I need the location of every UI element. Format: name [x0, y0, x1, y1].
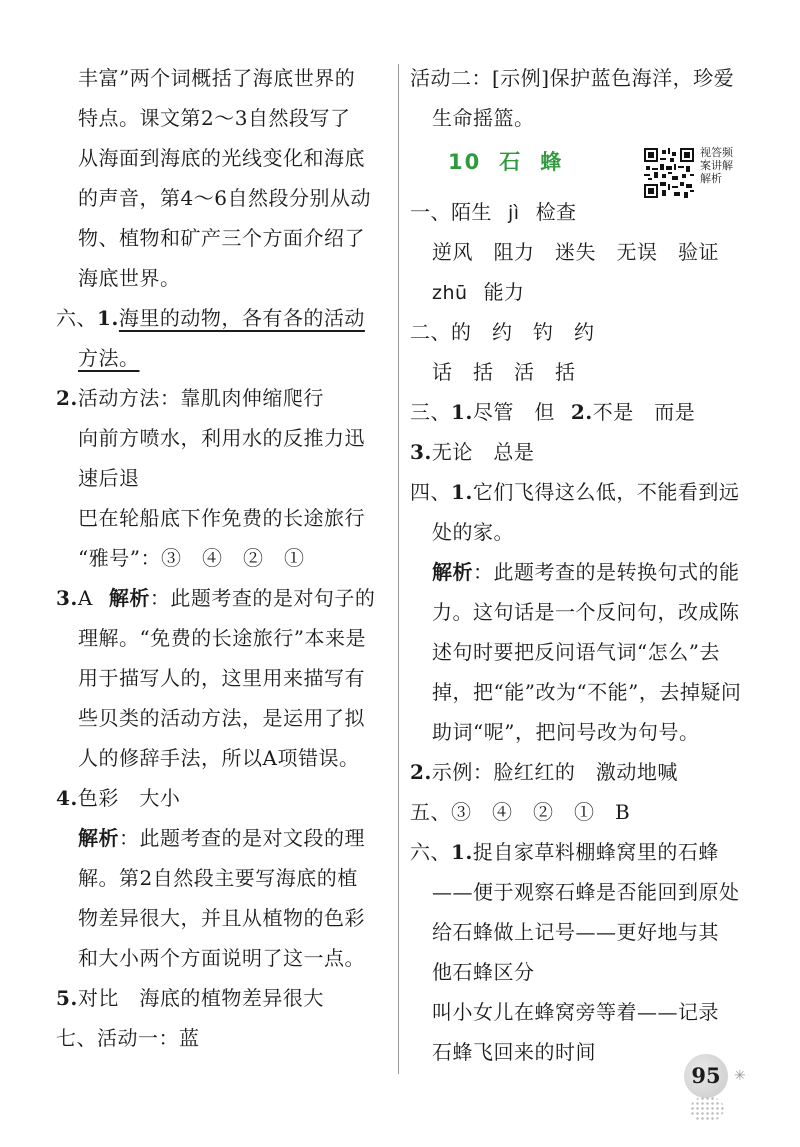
item-number: 2. [410, 760, 432, 784]
analysis-line [410, 552, 750, 592]
section-prefix: 六、 [410, 840, 451, 864]
analysis-label: 解析 [432, 560, 473, 584]
star-icon: ✳ [734, 1068, 746, 1084]
text-line: 丰富”两个词概括了海底世界的 [78, 66, 356, 90]
text-line: 逆风 阻力 迷失 无误 验证 [432, 240, 719, 264]
section-prefix: 四、 [410, 480, 451, 504]
text-line: 物、植物和矿产三个方面介绍了 [78, 226, 365, 250]
section-prefix: 五、 [410, 800, 451, 824]
answer-text: 不是 而是 [592, 400, 696, 424]
text-line: 解。第2自然段主要写海底的植 [78, 866, 358, 890]
section-1-line-1 [410, 192, 750, 232]
item-number: 1. [451, 480, 473, 504]
text-line: 助词“呢”，把问号改为句号。 [432, 720, 700, 744]
answer-text: 对比 海底的植物差异很大 [77, 986, 324, 1010]
text-line: 特点。课文第2～3自然段写了 [78, 106, 351, 130]
item-number: 3. [56, 586, 78, 610]
left-column [56, 58, 390, 1058]
answer-text: 海里的动物，各有各的活动 [118, 306, 365, 330]
item-number: 3. [410, 440, 432, 464]
answer-text: 示例：脸红红的 激动地喊 [431, 760, 678, 784]
text-line: 从海面到海底的光线变化和海底 [78, 146, 365, 170]
item-number: 1. [97, 306, 119, 330]
section-4-item-2 [410, 752, 750, 792]
answer-text: 尽管 但 [472, 400, 555, 424]
qr-code-icon[interactable] [644, 148, 694, 198]
answer-text: 检查 [535, 200, 577, 224]
lesson-number: 10 [448, 150, 482, 174]
text-line: 的声音，第4～6自然段分别从动 [78, 186, 371, 210]
text-line: 叫小女儿在蜂窝旁等着——记录 [432, 1000, 719, 1024]
text-line: 速后退 [78, 466, 140, 490]
text-line: 力。这句话是一个反问句，改成陈 [432, 600, 740, 624]
text-line: 给石蜂做上记号——更好地与其 [432, 920, 719, 944]
lesson-title-char: 蜂 [540, 150, 564, 174]
item-number: 1. [451, 400, 473, 424]
text-line: 处的家。 [432, 520, 514, 544]
text-line: “雅号”：③ ④ ② ① [78, 546, 305, 570]
page-number: 95 [684, 1054, 728, 1098]
section-4-line-1 [410, 472, 750, 512]
analysis-line [56, 818, 390, 858]
item-number: 4. [56, 786, 78, 810]
text-line: 石蜂飞回来的时间 [432, 1040, 596, 1064]
question-7 [56, 1018, 390, 1058]
analysis-text: ：此题考查的是对文段的理 [119, 826, 365, 850]
answer-text: A [77, 586, 93, 610]
text-line: 活动二：[示例]保护蓝色海洋，珍爱 [410, 66, 735, 90]
lesson-header [410, 138, 750, 192]
pinyin-answer: jì [508, 202, 520, 224]
text-line: 掉，把“能”改为“不能”，去掉疑问 [432, 680, 742, 704]
question-6-1 [56, 298, 390, 338]
answer-text: 无论 总是 [431, 440, 535, 464]
item-number: 2. [570, 400, 593, 424]
answer-text: 陌生 [451, 200, 492, 224]
section-6-line-1 [410, 832, 750, 872]
analysis-text: ：此题考查的是转换句式的能 [473, 560, 740, 584]
section-prefix: 七、 [56, 1026, 97, 1050]
text-line: 些贝类的活动方法，是运用了拟 [78, 706, 365, 730]
section-prefix: 一、 [410, 200, 451, 224]
question-5 [56, 978, 390, 1018]
item-number: 2. [56, 386, 78, 410]
analysis-label: 解析 [108, 586, 150, 610]
text-line: 话 括 活 括 [432, 360, 576, 384]
answer-text: 活动方法：靠肌肉伸缩爬行 [77, 386, 324, 410]
answer-text: 活动一：蓝 [97, 1026, 200, 1050]
answer-text: 方法。 [78, 346, 140, 370]
text-line: 向前方喷水，利用水的反推力迅 [78, 426, 365, 450]
pinyin-answer: zhū [432, 282, 468, 304]
text-line: 述句时要把反问语气词“怎么”去 [432, 640, 720, 664]
text-line: 物差异很大，并且从植物的色彩 [78, 906, 365, 930]
answer-text: 能力 [483, 280, 525, 304]
text-line: ——便于观察石蜂是否能回到原处 [432, 880, 740, 904]
question-4 [56, 778, 390, 818]
section-1-line-3 [410, 272, 750, 312]
section-prefix: 三、 [410, 400, 451, 424]
lesson-title-char: 石 [499, 150, 523, 174]
text-line: 人的修辞手法，所以A项错误。 [78, 746, 360, 770]
section-2-line-1 [410, 312, 750, 352]
answer-text: 捉自家草料棚蜂窝里的石蜂 [472, 840, 719, 864]
section-5 [410, 792, 750, 832]
lesson-title [448, 146, 581, 176]
text-line: 海底世界。 [78, 266, 181, 290]
text-line: 他石蜂区分 [432, 960, 535, 984]
question-3 [56, 578, 390, 618]
section-prefix: 六、 [56, 306, 97, 330]
answer-text: 它们飞得这么低，不能看到远 [472, 480, 740, 504]
text-line: 理解。“免费的长途旅行”本来是 [78, 626, 366, 650]
analysis-label: 解析 [78, 826, 119, 850]
analysis-text: ：此题考查的是对句子的 [149, 586, 376, 610]
question-6-1-cont [56, 338, 390, 378]
section-prefix: 二、 [410, 320, 451, 344]
text-line: 和大小两个方面说明了这一点。 [78, 946, 365, 970]
question-2 [56, 378, 390, 418]
text-line: 生命摇篮。 [432, 106, 535, 130]
section-3-line-1 [410, 392, 750, 432]
item-number: 5. [56, 986, 78, 1010]
text-line: 用于描写人的，这里用来描写有 [78, 666, 365, 690]
answer-text: 的 约 钓 约 [451, 320, 595, 344]
item-number: 1. [451, 840, 473, 864]
text-line: 巴在轮船底下作免费的长途旅行 [78, 506, 365, 530]
right-column [410, 58, 750, 1072]
column-divider [398, 64, 399, 1074]
qr-caption: 视答频案讲解解析 [700, 146, 733, 185]
answer-text: ③ ④ ② ① B [451, 800, 631, 824]
answer-text: 色彩 大小 [77, 786, 181, 810]
section-3-line-2 [410, 432, 750, 472]
decorative-dots [690, 1096, 724, 1122]
